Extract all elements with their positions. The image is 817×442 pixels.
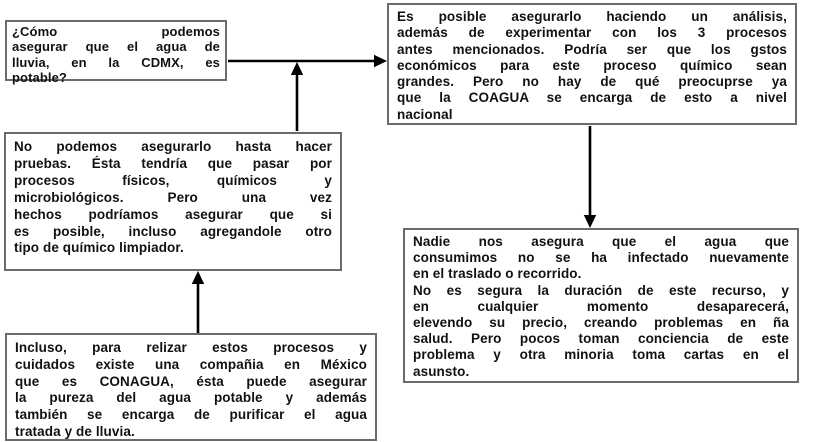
text-line: grandes. Pero no hay de qué preocuprse ya <box>397 74 787 90</box>
text-line: problema y otra minoria toma cartas en el <box>413 347 789 363</box>
textbox-conagua-answer <box>5 333 377 441</box>
text-line: microbiológicos. Pero una vez <box>14 189 332 205</box>
textbox-risk-answer <box>403 228 799 383</box>
text-line: que es CONAGUA, ésta puede asegurar <box>15 373 367 389</box>
text-line: Es posible asegurarlo haciendo un análisis, <box>397 9 787 24</box>
arrow-up-icon <box>291 62 303 131</box>
text-line: potable? <box>12 70 67 86</box>
text-line: salud. Pero pocos toman conciencia de este <box>413 331 789 347</box>
text-line: también se encarga de purificar el agua <box>15 407 367 423</box>
text-line: No podemos asegurarlo hasta hacer <box>14 139 332 154</box>
text-line: tratada y de lluvia. <box>15 423 135 439</box>
text-line: además de experimentar con los 3 procesos <box>397 25 787 41</box>
text-line: cuidados existe una compañia en México <box>15 356 367 372</box>
arrow-up-icon <box>192 271 204 333</box>
text-line: asegurar que el agua de <box>12 39 220 55</box>
text-line: tipo de químico limpiador. <box>14 240 184 256</box>
text-line: Nadie nos asegura que el agua que <box>413 234 789 249</box>
text-line: en cualquier momento desaparecerá, <box>413 298 789 314</box>
text-line: elevendo su precio, creando problemas en ña <box>413 315 789 331</box>
text-line: consumimos no se ha infectado nuevamente <box>413 250 789 266</box>
text-line: nacional <box>397 106 453 122</box>
text-line: pruebas. Ésta tendría que pasar por <box>14 155 332 171</box>
text-line: económicos para este proceso químico sean <box>397 57 787 73</box>
arrow-down-icon <box>584 126 596 228</box>
text-line: que la COAGUA se encarga de esto a nivel <box>397 90 787 106</box>
text-line: procesos físicos, químicos y <box>14 172 332 188</box>
text-line: asunsto. <box>413 363 470 379</box>
textbox-question <box>5 20 227 86</box>
text-line: la pureza del agua potable y además <box>15 390 367 406</box>
text-line: ¿Cómo podemos <box>12 24 220 39</box>
textbox-tests-answer <box>4 132 342 271</box>
text-line: hechos podríamos asegurar que si <box>14 206 332 222</box>
text-line: antes mencionados. Podría ser que los gstos <box>397 41 787 57</box>
text-line: No es segura la duración de este recurso, y <box>413 282 789 298</box>
text-line: lluvia, en la CDMX, es <box>12 54 220 70</box>
arrow-right-icon <box>228 55 387 67</box>
text-line: en el traslado o recorrido. <box>413 266 582 282</box>
text-line: es posible, incluso agregandole otro <box>14 223 332 239</box>
textbox-analysis-answer <box>387 3 797 125</box>
text-line: Incluso, para relizar estos procesos y <box>15 340 367 355</box>
